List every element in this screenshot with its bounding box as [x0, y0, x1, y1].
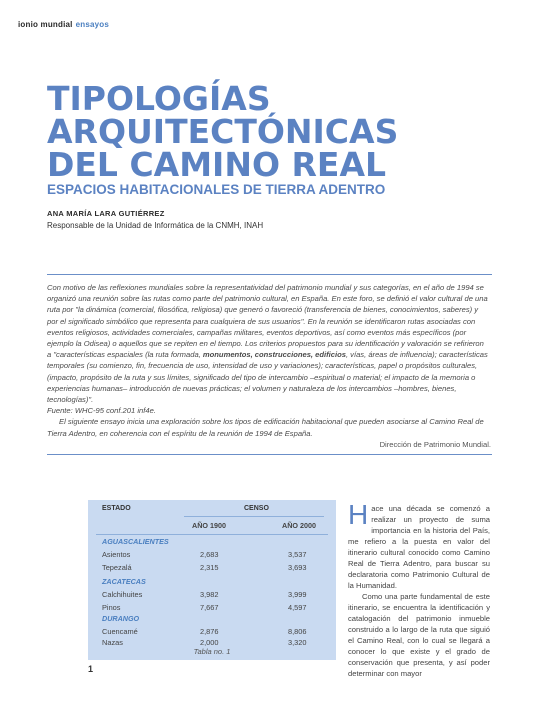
table-row: Tepezalá 2,315 3,693	[102, 563, 307, 572]
header-estado: ESTADO	[102, 505, 131, 512]
header-rule	[184, 516, 324, 517]
group-heading: ZACATECAS	[102, 577, 146, 586]
table-caption: Tabla no. 1	[193, 647, 231, 656]
table-row: Calchihuites 3,982 3,999	[102, 590, 307, 599]
abstract-credit: Dirección de Patrimonio Mundial.	[379, 440, 491, 449]
title-line-1: TIPOLOGÍAS	[47, 79, 271, 118]
header-2000: AÑO 2000	[282, 521, 316, 530]
table-header	[88, 500, 336, 516]
body-paragraph-2: Como una parte fundamental de este itinerario, se encuentra la identificación y catalogación del patrimonio inmueble construido a lo largo de la ruta que siguió el Camino Real, con lo cual se llegará a conocer lo que existe y el grado de conservación que presenta, y así poder determinar con mayor	[348, 592, 490, 678]
abstract-paragraph-2: El siguiente ensayo inicia una exploración sobre los tipos de edificación habitacional que pueden asociarse al Camino Real de Tierra Adentro, en coherencia con el espíritu de la reunión de 1994 de España.	[47, 417, 484, 438]
abstract-text-a: Con motivo de las reflexiones mundiales sobre la representatividad del patrimonio mundial y sus categorías, en el año de 1994 se organizó una reunión sobre las rutas como parte del patrimonio cultural, en España. En este foro, se definió el valor cultural de una ruta por "la dinámica (comercial, filosófica, religiosa) que generó o favoreció (transferencia de bienes, conocimientos, saberes) y por el significado simbólico que representa para cualquiera de sus usuarios". En la reunión se identificaron rutas asociadas con eventos religiosos, actividades comerciales, campañas militares, eventos deportivos, así como eventos más específicos (por ejemplo la Odisea) o aquellos que se repiten en el tiempo. Los criterios propuestos para su identificación y valoración se refirieron a "características espaciales (la ruta formada,	[47, 283, 488, 360]
header-1900: AÑO 1900	[192, 521, 226, 530]
abstract-emphasis: monumentos, construcciones, edificios	[202, 350, 346, 360]
bottom-divider	[47, 454, 492, 455]
table-row: Asientos 2,683 3,537	[102, 550, 307, 559]
group-heading: DURANGO	[102, 614, 140, 623]
body-paragraph-1	[348, 499, 490, 591]
top-divider	[47, 274, 492, 275]
title-line-3: DEL CAMINO REAL	[47, 145, 387, 184]
abstract-source: Fuente: WHC-95 conf.201 inf4e.	[47, 406, 156, 416]
table-subheader	[88, 519, 336, 533]
header-censo: CENSO	[244, 505, 269, 512]
page-number: 1	[88, 664, 94, 674]
abstract-paragraph-1	[47, 282, 489, 405]
article-title	[47, 79, 467, 184]
abstract-block	[47, 282, 489, 439]
title-line-2: ARQUITECTÓNICAS	[47, 112, 399, 151]
group-heading: AGUASCALIENTES	[102, 537, 169, 546]
subheader-rule	[96, 534, 328, 535]
magazine-name: ionio mundial	[18, 20, 73, 29]
running-header	[18, 20, 109, 29]
section-name: ensayos	[75, 20, 110, 29]
abstract-text-c: , vías, áreas de influencia); características temporales (su comienzo, fin, frecuencia de uso, intensidad de uso y variaciones); características, papel o propósitos culturales, (impacto, propósito de la ruta y sus límites, significado del tipo de intercambio –espiritual o material; el impacto de la memoria o experiencias humanas– introducción de nuevas prácticas; el volumen y naturaleza de los intercambios –hombres, bienes, tecnologías)".	[47, 350, 488, 405]
drop-cap: H	[348, 499, 369, 530]
census-table	[88, 500, 336, 660]
body-column	[348, 499, 490, 679]
table-row: Pinos 7,667 4,597	[102, 603, 307, 612]
table-row: Nazas 2,000 3,320	[102, 638, 307, 647]
table-row: Cuencamé 2,876 8,806	[102, 627, 307, 636]
author-name: ANA MARÍA LARA GUTIÉRREZ	[47, 209, 165, 218]
body-text-1: ace una década se comenzó a realizar un proyecto de suma importancia en la historia del País, me refiero a la puesta en valor del itinerario cultural conocido como Camino Real de Tierra Adentro, para buscar su declaratoria como Patrimonio Cultural de la Humanidad.	[348, 504, 490, 590]
author-affiliation: Responsable de la Unidad de Informática de la CNMH, INAH	[47, 221, 264, 230]
article-subtitle: ESPACIOS HABITACIONALES DE TIERRA ADENTRO	[47, 182, 386, 197]
